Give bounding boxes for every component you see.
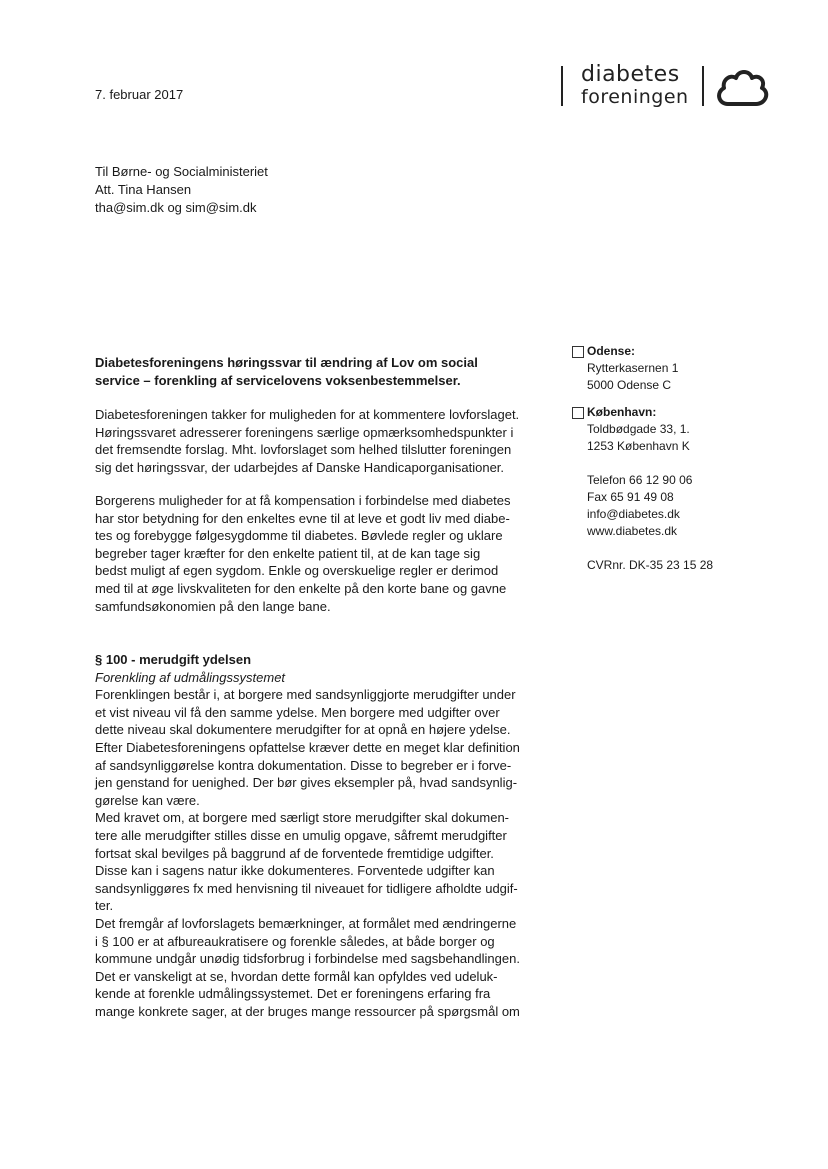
recipient-emails: tha@sim.dk og sim@sim.dk xyxy=(95,200,257,215)
text-line: Med kravet om, at borgere med særligt store merudgifter skal dokumen- xyxy=(95,810,510,826)
text-line: kende at forenkle udmålingssystemet. Det er foreningens erfaring fra xyxy=(95,986,491,1002)
text-line: har stor betydning for den enkeltes evne til at leve et godt liv med diabe- xyxy=(95,510,510,526)
text-line: Forenklingen består i, at borgere med sandsynliggjorte merudgifter under xyxy=(95,687,516,703)
text-line: Borgerens muligheder for at få kompensation i forbindelse med diabetes xyxy=(95,493,511,508)
text-line: jen genstand for uenighed. Der bør gives eksempler på, hvad sandsynlig- xyxy=(95,775,518,791)
logo-word-foreningen: foreningen xyxy=(581,86,689,108)
text-line: Det er vanskeligt at se, hvordan dette formål kan opfyldes ved udeluk- xyxy=(95,968,498,984)
fax-number: Fax 65 91 49 08 xyxy=(587,490,674,504)
text-line: Det fremgår af lovforslagets bemærkninger, at formålet med ændringerne xyxy=(95,915,517,931)
section-title: § 100 - merudgift ydelsen xyxy=(95,652,252,667)
odense-label: Odense: xyxy=(587,344,636,358)
text-line: gørelse kan være. xyxy=(95,792,200,808)
diabetesforeningen-logo xyxy=(561,64,771,112)
text-line: kommune undgår unødig tidsforbrug i forbindelse med sagsbehandlingen. xyxy=(95,951,520,967)
kobenhavn-heading xyxy=(572,404,792,421)
heading-line: Diabetesforeningens høringssvar til ændring af Lov om social xyxy=(95,355,478,370)
text-line: fortsat skal bevilges på baggrund af de forventede fremtidige udgifter. xyxy=(95,845,494,861)
text-line: Disse kan i sagens natur ikke dokumenteres. Forventede udgifter kan xyxy=(95,863,495,879)
text-line: af sandsynliggørelse kontra dokumentation. Disse to begreber er i forve- xyxy=(95,757,512,773)
text-line: ter. xyxy=(95,898,114,914)
email-link[interactable]: info@diabetes.dk xyxy=(587,507,680,521)
phone-number: Telefon 66 12 90 06 xyxy=(587,473,693,487)
checkbox-icon xyxy=(572,346,584,358)
cloud-logo-icon xyxy=(714,68,770,108)
text-line: begreber tager kræfter for den enkelte patient til, at de kan tage sig xyxy=(95,545,481,561)
intro-paragraph xyxy=(95,406,540,476)
letter-heading xyxy=(95,354,540,389)
text-line: tere alle merudgifter stilles disse en umulig opgave, såfremt merudgifter xyxy=(95,827,507,843)
text-line: sig det høringssvar, der udarbejdes af Danske Handicaporganisationer. xyxy=(95,459,505,475)
text-line: sandsynliggøres fx med henvisning til niveauet for tidligere afholdte udgif- xyxy=(95,880,518,896)
logo-divider-left xyxy=(561,66,563,106)
recipient-block xyxy=(95,163,268,217)
text-line: tes og forebygge følgesygdomme til diabetes. Bøvlede regler og uklare xyxy=(95,528,503,544)
text-line: det fremsendte forslag. Mht. lovforslaget som helhed tilslutter foreningen xyxy=(95,442,512,458)
text-line: i § 100 er at afbureaukratisere og forenkle således, at både borger og xyxy=(95,933,495,949)
text-line: Efter Diabetesforeningens opfattelse kræver dette en meget klar definition xyxy=(95,739,520,755)
odense-heading xyxy=(572,343,792,360)
website-link[interactable]: www.diabetes.dk xyxy=(587,524,678,538)
text-line: med til at øge livskvaliteten for den enkelte på den korte bane og gavne xyxy=(95,580,507,596)
kobenhavn-label: København: xyxy=(587,405,657,419)
text-line: mange konkrete sager, at der bruges mange ressourcer på spørgsmål om xyxy=(95,1003,520,1019)
section-100 xyxy=(95,651,540,1020)
kobenhavn-street: Toldbødgade 33, 1. xyxy=(587,422,690,436)
odense-street: Rytterkasernen 1 xyxy=(587,361,679,375)
odense-city: 5000 Odense C xyxy=(587,378,672,392)
kobenhavn-city: 1253 København K xyxy=(587,439,690,453)
section-subtitle: Forenkling af udmålingssystemet xyxy=(95,669,286,685)
citizen-paragraph xyxy=(95,492,540,615)
text-line: dette niveau skal dokumentere merudgifter for at opnå en højere ydelse. xyxy=(95,722,511,738)
recipient-ministry: Til Børne- og Socialministeriet xyxy=(95,164,268,179)
letter-date: 7. februar 2017 xyxy=(95,87,184,102)
cvr-number: CVRnr. DK-35 23 15 28 xyxy=(587,558,714,572)
contact-sidebar xyxy=(572,343,792,574)
recipient-attention: Att. Tina Hansen xyxy=(95,182,192,197)
text-line: samfundsøkonomien på den lange bane. xyxy=(95,598,331,614)
heading-line: service – forenkling af servicelovens voksenbestemmelser. xyxy=(95,372,461,388)
text-line: Høringssvaret adresserer foreningens særlige opmærksomhedspunkter i xyxy=(95,424,514,440)
text-line: Diabetesforeningen takker for muligheden for at kommentere lovforslaget. xyxy=(95,407,520,422)
checkbox-icon xyxy=(572,407,584,419)
text-line: bedst muligt af egen sygdom. Enkle og overskuelige regler er derimod xyxy=(95,563,499,579)
logo-divider-right xyxy=(702,66,704,106)
text-line: et vist niveau vil få den samme ydelse. Men borgere med udgifter over xyxy=(95,704,500,720)
logo-word-diabetes: diabetes xyxy=(581,62,680,87)
